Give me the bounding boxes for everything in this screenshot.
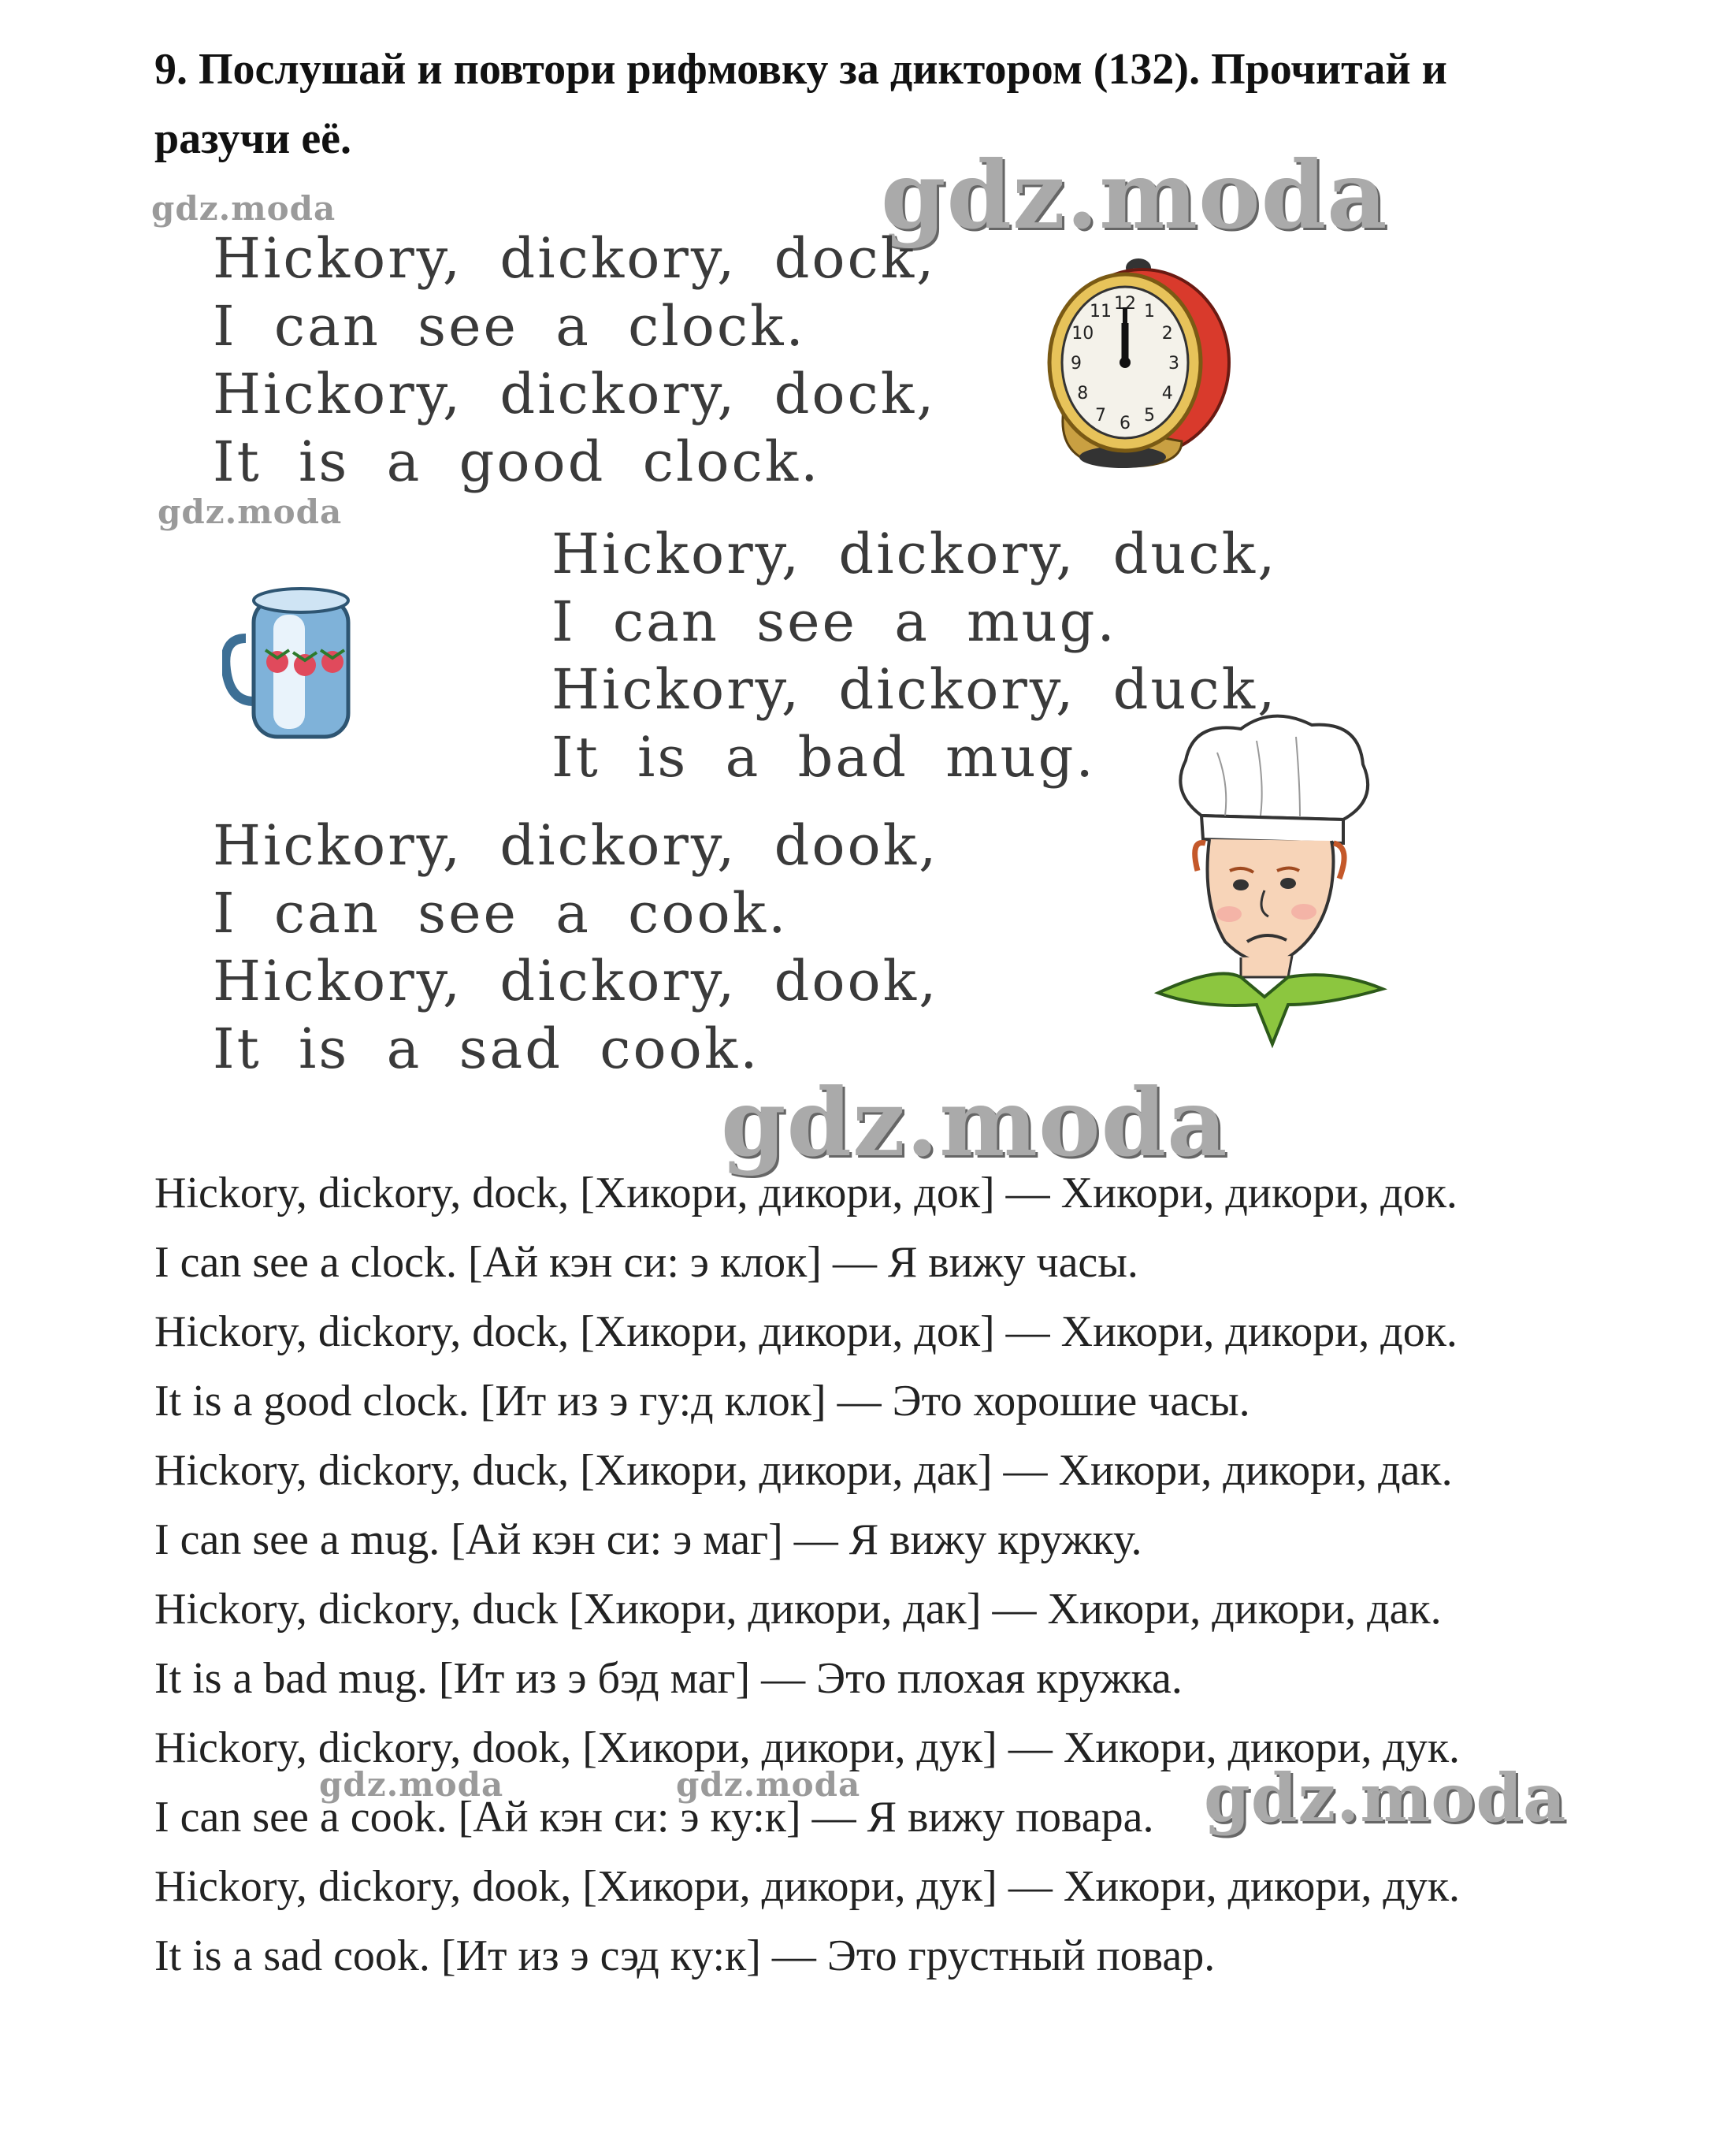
- watermark-small: gdz.moda: [151, 189, 336, 228]
- translation-line: I can see a mug. [Ай кэн си: э маг] — Я вижу кружку.: [154, 1515, 1142, 1564]
- translation-line: It is a bad mug. [Ит из э бэд маг] — Это плохая кружка.: [154, 1654, 1183, 1703]
- translation-line: Hickory, dickory, dock, [Хикори, дикори, док] — Хикори, дикори, док.: [154, 1169, 1457, 1217]
- watermark-large: gdz.moda: [721, 1068, 1228, 1177]
- clock-numeral: 10: [1071, 324, 1094, 344]
- clock-numeral: 2: [1161, 324, 1173, 344]
- poem-line: It is a sad cook.: [213, 1017, 760, 1081]
- poem-line: I can see a cook.: [213, 881, 789, 946]
- clock-numeral: 6: [1120, 414, 1131, 433]
- translation-line: I can see a cook. [Ай кэн си: э ку:к] — Я вижу повара.: [154, 1793, 1154, 1842]
- translation-line: Hickory, dickory, duck, [Хикори, дикори, дак] — Хикори, дикори, дак.: [154, 1446, 1453, 1495]
- translation-line: Hickory, dickory, dock, [Хикори, дикори, док] — Хикори, дикори, док.: [154, 1307, 1457, 1356]
- translation-line: I can see a clock. [Ай кэн си: э клок] — Я вижу часы.: [154, 1238, 1138, 1287]
- clock-numeral: 8: [1077, 384, 1089, 403]
- watermark-small: gdz.moda: [676, 1765, 861, 1804]
- exercise-heading: 9. Послушай и повтори рифмовку за диктором (132). Прочитай и разучи её.: [154, 45, 1447, 163]
- poem-line: Hickory, dickory, duck,: [551, 657, 1278, 722]
- watermark-large: gdz.moda: [1204, 1759, 1567, 1837]
- clock-numeral: 5: [1144, 405, 1155, 426]
- clock-numeral: 11: [1090, 302, 1112, 322]
- clock-numeral: 3: [1168, 354, 1179, 374]
- poem-line: Hickory, dickory, dook,: [213, 949, 939, 1013]
- clock-numeral: 7: [1095, 405, 1106, 426]
- poem-stanza-clock: [213, 225, 936, 496]
- cook-scarf: [1158, 974, 1383, 1045]
- poem-stanza-cook: [213, 812, 938, 1083]
- translation-line: Hickory, dickory, dook, [Хикори, дикори, дук] — Хикори, дикори, дук.: [154, 1862, 1461, 1911]
- clock-numeral: 12: [1114, 294, 1136, 314]
- translation-line: Hickory, dickory, duck [Хикори, дикори, дак] — Хикори, дикори, дак.: [154, 1585, 1442, 1634]
- poem-line: Hickory, dickory, dock,: [213, 226, 937, 291]
- poem-line: Hickory, dickory, dook,: [213, 813, 939, 878]
- watermark-small: gdz.moda: [319, 1765, 504, 1804]
- cook-illustration: [1154, 705, 1391, 1052]
- poem-line: It is a bad mug.: [551, 725, 1096, 790]
- watermark-small: gdz.moda: [158, 493, 343, 531]
- poem-line: I can see a mug.: [551, 589, 1117, 654]
- chef-hat: [1180, 716, 1368, 820]
- clock-numeral: 9: [1071, 354, 1082, 374]
- poem-line: Hickory, dickory, duck,: [551, 522, 1278, 586]
- poem-line: It is a good clock.: [213, 429, 821, 494]
- poem-line: Hickory, dickory, dock,: [213, 362, 937, 426]
- translation-line: It is a sad cook. [Ит из э сэд ку:к] — Это грустный повар.: [154, 1931, 1216, 1980]
- alarm-clock-illustration: [1032, 244, 1237, 481]
- translation-line: It is a good clock. [Ит из э гу:д клок] — Это хорошие часы.: [154, 1377, 1250, 1426]
- translation-line: Hickory, dickory, dook, [Хикори, дикори, дук] — Хикори, дикори, дук.: [154, 1723, 1461, 1772]
- clock-numeral: 4: [1161, 384, 1173, 403]
- clock-numeral: 1: [1144, 302, 1155, 322]
- watermark-large: gdz.moda: [881, 140, 1388, 250]
- mug-illustration: [222, 583, 372, 749]
- poem-line: I can see a clock.: [213, 294, 806, 359]
- translation-list: [154, 1158, 1699, 1991]
